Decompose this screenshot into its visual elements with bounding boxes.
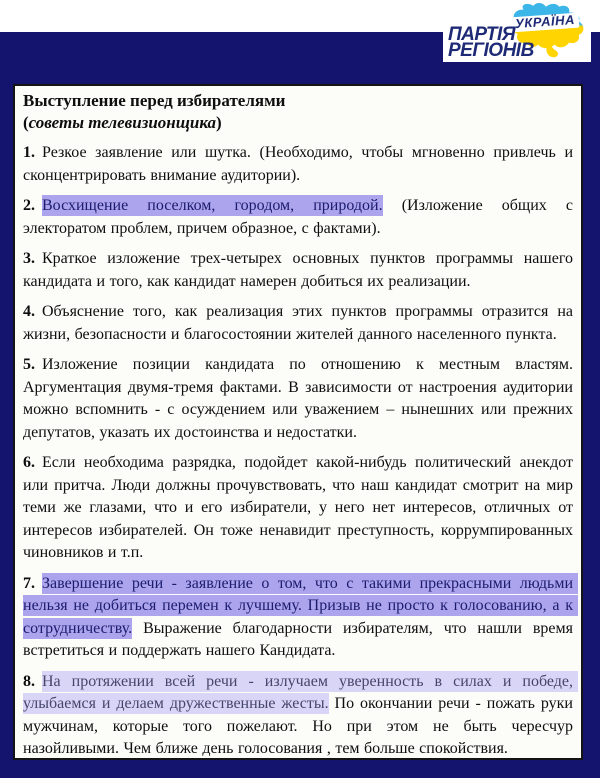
- paragraph: [23, 354, 578, 444]
- document-body: [13, 84, 583, 760]
- paragraph-number: 7.: [23, 574, 35, 592]
- subtitle-paren-close: ): [216, 113, 222, 132]
- paragraph: [23, 195, 578, 240]
- text-segment: Если необходима разрядка, подойдет какой-нибудь политический анекдот или притча. Люди должны прочувствовать, что наш кандидат смотрит на мир теми же глазами, что и его избиратели, у него нет интересов, отличных от интересов избирателей. Он тоже ненавидит преступность, коррумпированных чиновников и т.п.: [23, 454, 578, 561]
- highlighted-text: Завершение речи - заявление о том, что с такими прекрасными людьми нельзя не добиться перемен к лучшему. Призыв не просто к голосованию, а к сотрудничеству.: [23, 574, 578, 637]
- party-name: [448, 24, 534, 61]
- paragraph: [23, 142, 578, 187]
- party-name-line2: РЕГІОНІВ: [448, 40, 534, 61]
- paragraph-number: 6.: [23, 454, 35, 471]
- page-title: Выступление перед избирателями: [23, 91, 286, 110]
- paragraph-number: 8.: [23, 672, 35, 690]
- paragraph-list: [23, 142, 578, 760]
- highlighted-text: Восхищение поселком, городом, природой.: [42, 197, 383, 214]
- party-logo: [443, 0, 591, 62]
- page-subtitle: [23, 112, 573, 134]
- paragraph: [23, 573, 578, 663]
- paragraph: [23, 671, 578, 761]
- text-segment: Объяснение того, как реализация этих пунктов программы отразится на жизни, безопасности и благосостоянии жителей данного населенного пункта.: [23, 303, 578, 343]
- paragraph: [23, 452, 578, 565]
- text-segment: По окончании речи - пожать руки мужчинам, которые того пожелают. Но при этом не быть чересчур назойливыми. Чем ближе день голосования , тем больше спокойствия.: [23, 695, 578, 757]
- text-segment: (Изложение общих с электоратом проблем, причем образное, с фактами).: [23, 197, 578, 237]
- text-segment: Выражение благодарности избирателям, что нашли время встретиться и поддержать нашего Кандидата.: [23, 619, 578, 659]
- paragraph-number: 2.: [23, 197, 35, 214]
- paragraph-number: 1.: [23, 144, 35, 161]
- paragraph-number: 3.: [23, 250, 35, 267]
- paragraph-number: 5.: [23, 356, 35, 373]
- paragraph: [23, 248, 578, 293]
- ukraine-label-text: УКРАЇНА: [514, 11, 576, 32]
- paragraph: [23, 301, 578, 346]
- party-name-line1: ПАРТІЯ: [448, 24, 516, 45]
- paragraph-number: 4.: [23, 303, 35, 320]
- text-segment: Краткое изложение трех-четырех основных пунктов программы нашего кандидата и того, как кандидат намерен добиться их реализации.: [23, 250, 578, 290]
- subtitle-paren-open: (: [23, 113, 29, 132]
- text-segment: Изложение позиции кандидата по отношению к местным властям. Аргументация двумя-тремя фактами. В зависимости от настроения аудитории можно вспомнить - с осуждением или уважением – нынешних или прежних депутатов, указать их достоинства и недостатки.: [23, 356, 578, 441]
- text-segment: Резкое заявление или шутка. (Необходимо, чтобы мгновенно привлечь и сконцентрировать внимание аудитории).: [23, 144, 578, 184]
- subtitle-italic-text: советы телевизионщика: [28, 113, 217, 132]
- highlighted-text: На протяжении всей речи - излучаем уверенность в силах и победе, улыбаемся и делаем дружественные жесты.: [23, 672, 578, 712]
